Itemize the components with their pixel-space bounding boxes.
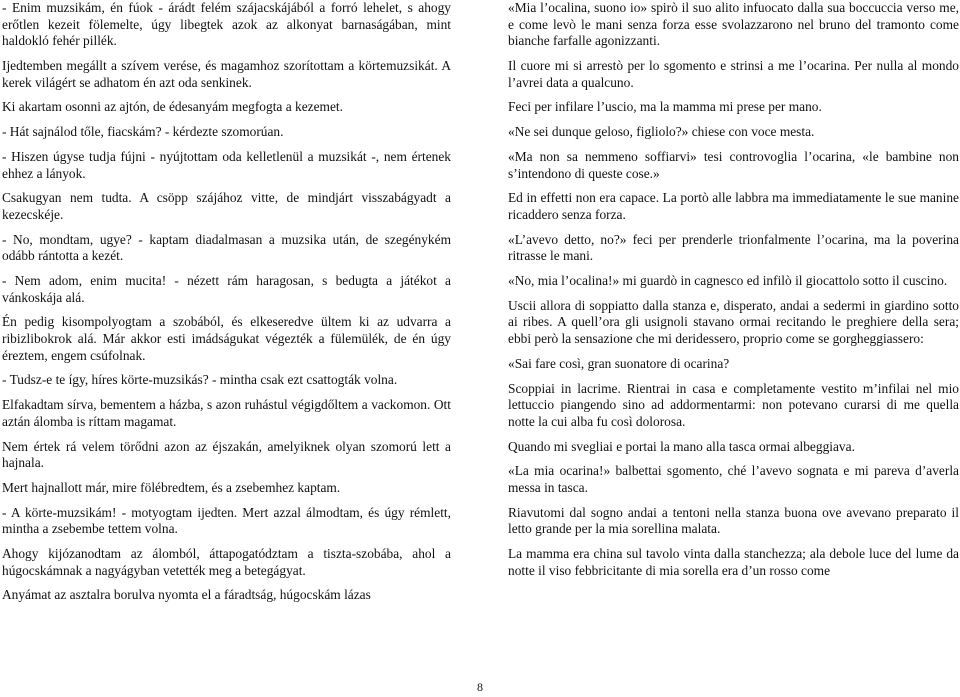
italian-text-column	[508, 0, 959, 587]
page-number: 8	[477, 680, 483, 694]
paragraph: «La mia ocarina!» balbettai sgomento, ché l’avevo sognata e mi pareva d’averla messa in tasca.	[508, 463, 959, 495]
paragraph: Ki akartam osonni az ajtón, de édesanyám megfogta a kezemet.	[2, 99, 343, 115]
paragraph: «Sai fare così, gran suonatore di ocarina?	[508, 355, 730, 371]
paragraph: - Nem adom, enim mucita! - nézett rám haragosan, s bedugta a játékot a vánkoskája alá.	[2, 273, 451, 305]
paragraph: «Ma non sa nemmeno soffiarvi» tesi controvoglia l’ocarina, «le bambine non s’intendono di queste cose.»	[508, 148, 959, 181]
paragraph: Scoppiai in lacrime. Rientrai in casa e completamente vestito m’infilai nel mio lettuccio piangendo sino ad addormentarmi: non potevano curarsi di me quella notte la cui alba fu così dolorosa.	[508, 380, 959, 429]
hungarian-text-column	[2, 0, 451, 612]
paragraph: Ed in effetti non era capace. La portò alle labbra ma immediatamente le sue manine ricaddero senza forza.	[508, 190, 959, 222]
paragraph: - Tudsz-e te így, híres körte-muzsikás? - mintha csak ezt csattogták volna.	[2, 372, 398, 388]
paragraph: «L’avevo detto, no?» feci per prenderle trionfalmente l’ocarina, ma la poverina ritrasse le mani.	[508, 231, 959, 264]
paragraph: Én pedig kisompolyogtam a szobából, és elkeseredve ültem ki az udvarra a ribizlibokrok alá. Már akkor esti imádságukat végezték a fülemülék, de én úgy éreztem, engem csúfolnak.	[2, 314, 451, 363]
paragraph: Csakugyan nem tudta. A csöpp szájához vitte, de mindjárt visszabágyadt a kezecskéje.	[2, 190, 451, 222]
paragraph: - Hiszen úgyse tudja fújni - nyújtottam oda kelletlenül a muzsikát -, nem értenek ehhez a lányok.	[2, 148, 451, 181]
paragraph: - No, mondtam, ugye? - kaptam diadalmasan a muzsika után, de szegénykém odább rántotta a kezét.	[2, 231, 451, 264]
paragraph: Mert hajnallott már, mire fölébredtem, és a zsebemhez kaptam.	[2, 479, 341, 495]
paragraph: La mamma era china sul tavolo vinta dalla stanchezza; ala debole luce del lume da notte il viso febbricitante di mia sorella era d’un rosso come	[508, 546, 959, 578]
paragraph: «Ne sei dunque geloso, figliolo?» chiese con voce mesta.	[508, 124, 815, 140]
paragraph: Uscii allora di soppiatto dalla stanza e, disperato, andai a sedermi in giardino sotto ai ribes. A quell’ora gli usignoli stavano ormai recitando le preghiere della sera; ebbi però la sensazione che mi deridessero, proprio come se gorgheggiassero:	[508, 297, 959, 346]
paragraph: «Mia l’ocalina, suono io» spirò il suo alito infuocato dalla sua boccuccia verso me, e come levò le mani senza forza esse svolazzarono nel bruno del tramonto come bianche farfalle agonizzanti.	[508, 0, 959, 49]
paragraph: Riavutomi dal sogno andai a tentoni nella stanza buona ove avevano preparato il letto grande per la mia sorellina malata.	[508, 504, 959, 537]
paragraph: Ijedtemben megállt a szívem verése, és magamhoz szorítottam a körtemuzsikát. A kerek világért se adhatom én azt oda senkinek.	[2, 57, 451, 90]
paragraph: - Hát sajnálod tőle, fiacskám? - kérdezte szomorúan.	[2, 124, 284, 140]
paragraph: Quando mi svegliai e portai la mano alla tasca ormai albeggiava.	[508, 438, 855, 454]
paragraph: Anyámat az asztalra borulva nyomta el a fáradtság, húgocskám lázas	[2, 587, 371, 603]
paragraph: Nem értek rá velem törődni azon az éjszakán, amelyiknek olyan szomorú lett a hajnala.	[2, 438, 451, 471]
paragraph: Ahogy kijózanodtam az álomból, áttapogatództam a tiszta-szobába, ahol a húgocskámnak a nagyágyban vetették meg a betegágyat.	[2, 546, 451, 578]
paragraph: Feci per infilare l’uscio, ma la mamma mi prese per mano.	[508, 99, 822, 115]
paragraph: Il cuore mi si arrestò per lo sgomento e strinsi a me l’ocarina. Per nulla al mondo l’avrei data a qualcuno.	[508, 57, 959, 90]
paragraph: «No, mia l’ocalina!» mi guardò in cagnesco ed infilò il giocattolo sotto il cuscino.	[508, 273, 948, 289]
paragraph: - Enim muzsikám, én fúok - árádt felém szájacskájából a forró lehelet, s ahogy erőtlen kezeit fölemelte, úgy libegtek azok az alkonyat barnaságában, mint haldokló fehér pillék.	[2, 0, 451, 49]
paragraph: - A körte-muzsikám! - motyogtam ijedten. Mert azzal álmodtam, és úgy rémlett, mintha a zsebembe tettem volna.	[2, 504, 451, 537]
paragraph: Elfakadtam sírva, bementem a házba, s azon ruhástul végigdőltem a vackomon. Ott aztán álomba is ríttam magamat.	[2, 397, 451, 429]
